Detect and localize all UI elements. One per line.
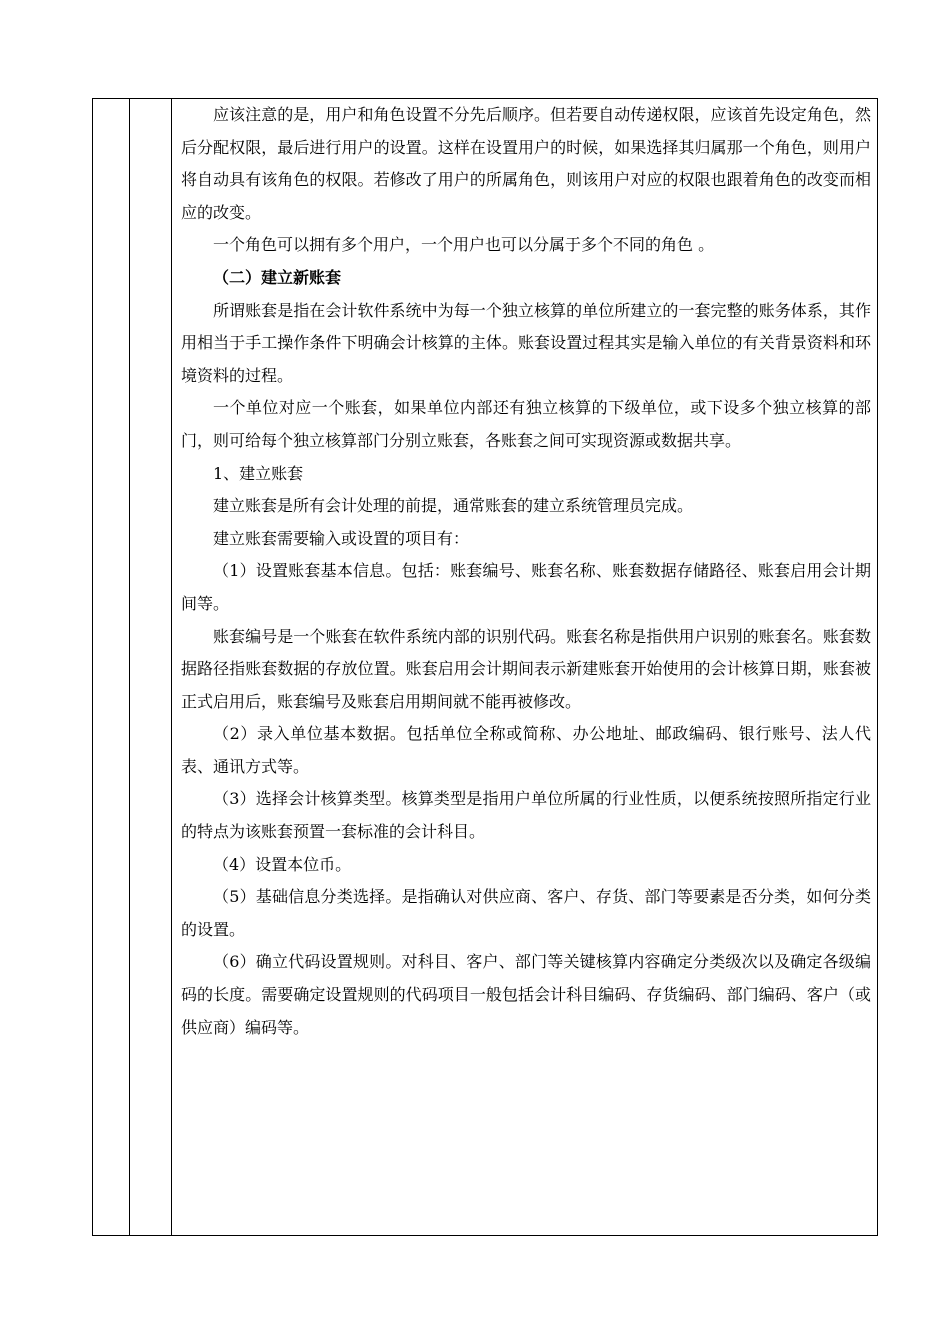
table-column-divider-1 xyxy=(129,99,130,1235)
list-item-5-classification: （5）基础信息分类选择。是指确认对供应商、客户、存货、部门等要素是否分类，如何分类的设置。 xyxy=(181,887,871,939)
paragraph-user-role-order: 应该注意的是，用户和角色设置不分先后顺序。但若要自动传递权限，应该首先设定角色，然后分配权限，最后进行用户的设置。这样在设置用户的时候，如果选择其归属那一个角色，则用户将自动具有该角色的权限。若修改了用户的所属角色，则该用户对应的权限也跟着角色的改变而相应的改变。 xyxy=(181,105,871,222)
paragraph-account-set-code: 账套编号是一个账套在软件系统内部的识别代码。账套名称是指供用户识别的账套名。账套数据路径指账套数据的存放位置。账套启用会计期间表示新建账套开始使用的会计核算日期，账套被正式启用后，账套编号及账套启用期间就不能再被修改。 xyxy=(181,626,871,711)
paragraph-items-to-set: 建立账套需要输入或设置的项目有： xyxy=(213,528,470,548)
section-heading-new-account-set: （二）建立新账套 xyxy=(213,267,342,287)
paragraph-account-set-definition: 所谓账套是指在会计软件系统中为每一个独立核算的单位所建立的一套完整的账务体系，其作用相当于手工操作条件下明确会计核算的主体。账套设置过程其实是输入单位的有关背景资料和环境资料的过程。 xyxy=(181,300,871,385)
paragraph-role-multiple-users: 一个角色可以拥有多个用户，一个用户也可以分属于多个不同的角色 。 xyxy=(213,235,715,255)
list-item-1-basic-info: （1）设置账套基本信息。包括：账套编号、账套名称、账套数据存储路径、账套启用会计期间等。 xyxy=(181,561,871,613)
subheading-create-account-set: 1、建立账套 xyxy=(213,463,304,483)
paragraph-create-premise: 建立账套是所有会计处理的前提，通常账套的建立系统管理员完成。 xyxy=(213,496,694,516)
list-item-4-currency: （4）设置本位币。 xyxy=(213,854,352,874)
paragraph-unit-account-set: 一个单位对应一个账套，如果单位内部还有独立核算的下级单位，或下设多个独立核算的部门，则可给每个独立核算部门分别立账套，各账套之间可实现资源或数据共享。 xyxy=(181,398,871,450)
table-content-cell xyxy=(181,99,871,1044)
content-table xyxy=(92,98,878,1236)
list-item-2-unit-data: （2）录入单位基本数据。包括单位全称或简称、办公地址、邮政编码、银行账号、法人代表、通讯方式等。 xyxy=(181,724,871,776)
list-item-3-accounting-type: （3）选择会计核算类型。核算类型是指用户单位所属的行业性质，以便系统按照所指定行业的特点为该账套预置一套标准的会计科目。 xyxy=(181,789,871,842)
list-item-6-code-rules: （6）确立代码设置规则。对科目、客户、部门等关键核算内容确定分类级次以及确定各级编码的长度。需要确定设置规则的代码项目一般包括会计科目编码、存货编码、部门编码、客户（或供应商）编码等。 xyxy=(181,952,871,1037)
table-column-divider-2 xyxy=(171,99,172,1235)
